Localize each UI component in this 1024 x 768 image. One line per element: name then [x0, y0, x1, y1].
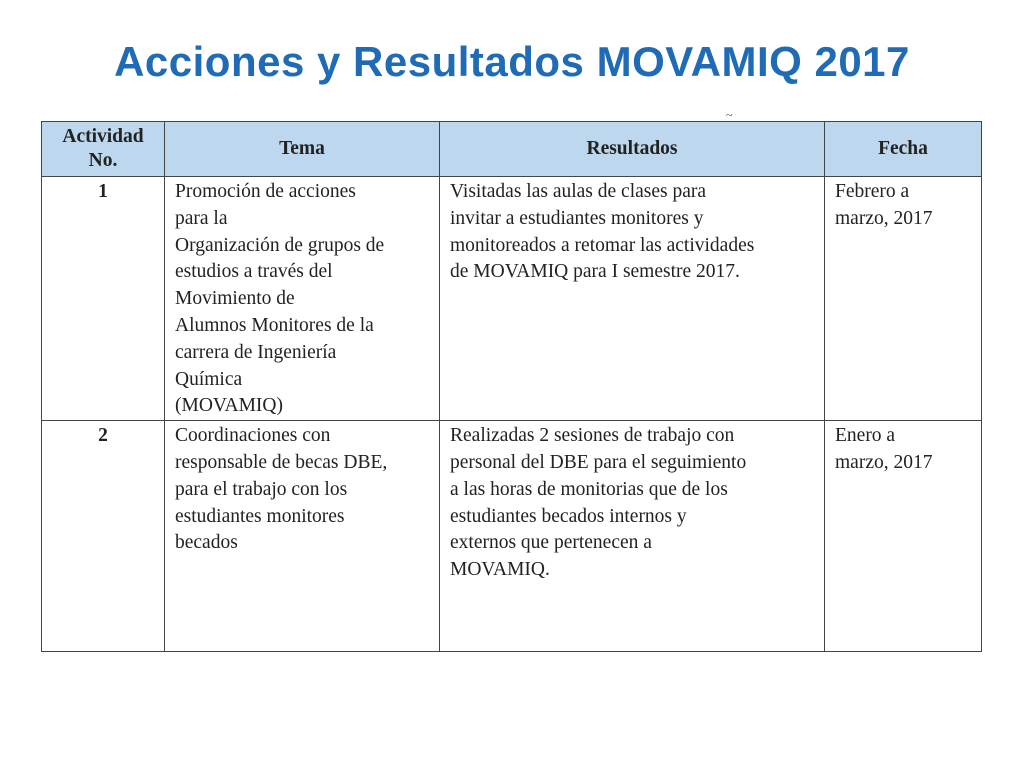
header-actividad-line: No.	[88, 150, 118, 171]
tema-cell	[165, 421, 440, 652]
tema-line: Química	[175, 368, 243, 390]
fecha-line: Febrero a	[835, 181, 910, 202]
tema-line: estudios a través del	[175, 261, 333, 283]
tema-line: Organización de grupos de	[175, 234, 385, 256]
tema-line: carrera de Ingeniería	[175, 341, 337, 363]
tema-line: Promoción de acciones	[175, 181, 356, 202]
resultados-line: a las horas de monitorias que de los	[450, 478, 728, 500]
resultados-line: Realizadas 2 sesiones de trabajo con	[450, 425, 735, 447]
resultados-line: MOVAMIQ.	[450, 559, 550, 581]
tema-line: para la	[175, 207, 228, 229]
fecha-line: Enero a	[835, 425, 896, 447]
resultados-line: Visitadas las aulas de clases para	[450, 181, 707, 202]
header-actividad	[42, 122, 165, 177]
table-row	[42, 421, 982, 652]
tema-line: Movimiento de	[175, 288, 295, 310]
fecha-cell	[825, 421, 982, 652]
resultados-line: externos que pertenecen a	[450, 532, 652, 554]
fecha-cell	[825, 177, 982, 421]
actions-table	[41, 121, 982, 652]
header-actividad-line: Actividad	[62, 126, 144, 147]
resultados-line: monitoreados a retomar las actividades	[450, 234, 755, 256]
tema-line: Coordinaciones con	[175, 425, 331, 447]
tema-line: Alumnos Monitores de la	[175, 314, 374, 336]
fecha-line: marzo, 2017	[835, 207, 933, 229]
resultados-cell	[440, 421, 825, 652]
resultados-line: estudiantes becados internos y	[450, 505, 687, 527]
slide-title: Acciones y Resultados MOVAMIQ 2017	[114, 38, 910, 85]
header-fecha: Fecha	[825, 122, 982, 177]
resultados-cell	[440, 177, 825, 421]
table-row	[42, 177, 982, 421]
tema-line: becados	[175, 532, 238, 554]
header-row	[42, 122, 982, 177]
header-resultados: Resultados	[440, 122, 825, 177]
tema-line: estudiantes monitores	[175, 505, 345, 527]
resultados-line: de MOVAMIQ para I semestre 2017.	[450, 261, 740, 283]
tema-cell	[165, 177, 440, 421]
activity-number: 1	[42, 177, 165, 421]
header-tema: Tema	[165, 122, 440, 177]
resultados-line: personal del DBE para el seguimiento	[450, 451, 747, 473]
activity-number: 2	[42, 421, 165, 652]
tema-line: para el trabajo con los	[175, 478, 348, 500]
tema-line: (MOVAMIQ)	[175, 395, 283, 417]
tema-line: responsable de becas DBE,	[175, 451, 388, 473]
stray-mark: ~	[726, 108, 733, 122]
fecha-line: marzo, 2017	[835, 451, 933, 473]
resultados-line: invitar a estudiantes monitores y	[450, 207, 704, 229]
